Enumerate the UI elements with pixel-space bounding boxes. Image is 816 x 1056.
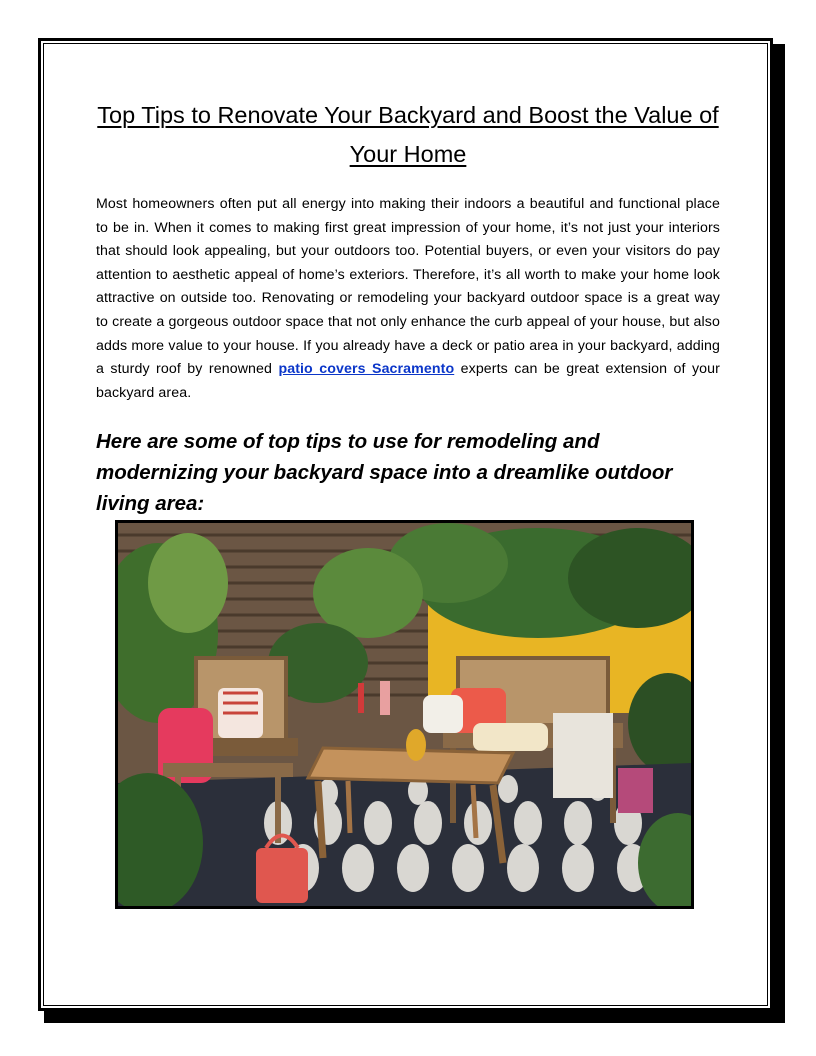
purple-lantern xyxy=(618,768,653,813)
intro-text-before-link: Most homeowners often put all energy into making their indoors a beautiful and functional place to be in. When it comes to making first great impression of your home, it’s not just your interiors that should look appealing, but your outdoors too. Potential buyers, or even your visitors do pay attention to aesthetic appeal of home’s exteriors. Therefore, it’s all worth to make your home look attractive on outside too. Renovating or remodeling your backyard outdoor space is a great way to create a gorgeous outdoor space that not only enhance the curb appeal of your house, but also adds more value to your house. If you already have a deck or patio area in your backyard, adding a sturdy roof by renowned xyxy=(96,196,720,378)
patterned-cushion xyxy=(473,723,548,751)
intro-text-after-link: experts can be great extension of your backyard area. xyxy=(96,361,720,401)
yellow-vase xyxy=(406,729,426,761)
backyard-patio-photo xyxy=(115,520,694,909)
page-title: Top Tips to Renovate Your Backyard and Boost the Value of Your Home xyxy=(97,102,719,167)
white-cushion xyxy=(423,695,463,733)
tips-subheading: Here are some of top tips to use for remodeling and modernizing your backyard space into a dreamlike outdoor living area: xyxy=(96,430,673,515)
patio-covers-link[interactable]: patio covers Sacramento xyxy=(278,361,455,378)
intro-paragraph xyxy=(96,193,720,405)
throw-blanket xyxy=(553,713,613,798)
